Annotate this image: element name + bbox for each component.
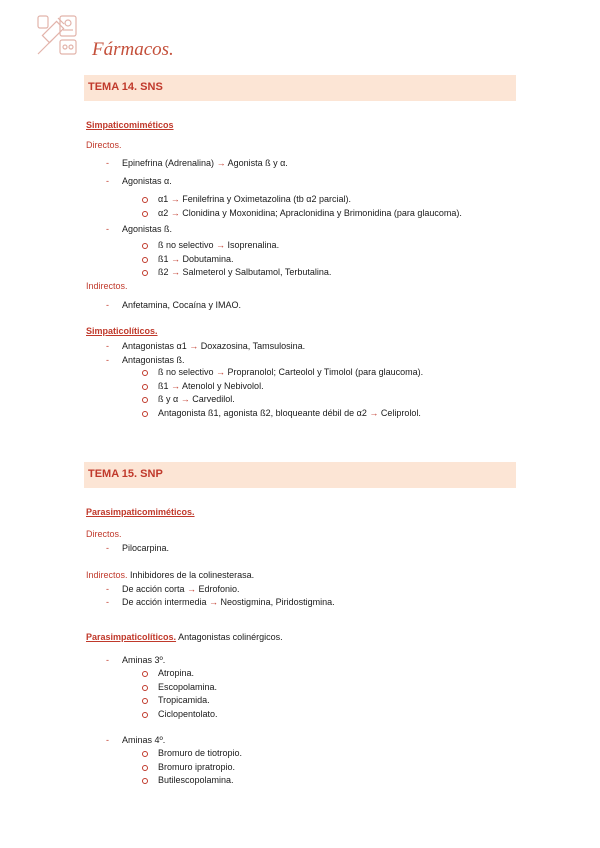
indirectos-label: Indirectos. [86,570,128,580]
subsection-heading-simpaticoliticos: Simpaticolíticos. [86,326,158,336]
list-item: ß2 → Salmeterol y Salbutamol, Terbutalina. [158,267,332,277]
section-title: TEMA 14. SNS [88,81,163,93]
list-item: Escopolamina. [158,682,218,692]
circle-bullet-icon [142,384,148,390]
list-item: Epinefrina (Adrenalina) → Agonista ß y α. [122,158,288,168]
circle-bullet-icon [142,197,148,203]
arrow-icon: → [189,341,199,351]
list-item: Anfetamina, Cocaína y IMAO. [122,300,242,310]
list-item: ß no selectivo → Propranolol; Carteolol y Timolol (para glaucoma). [158,367,424,377]
dash-bullet: - [106,341,109,351]
circle-bullet-icon [142,243,148,249]
arrow-icon: → [170,208,180,218]
indirectos-text: Inhibidores de la colinesterasa. [130,570,255,580]
directos-label: Directos. [86,140,122,150]
subsection-heading-simpaticomimeticos: Simpaticomiméticos [86,120,174,130]
list-item: Antagonistas ß. [122,355,185,365]
directos-label: Directos. [86,529,122,539]
section-header-tema14 [84,75,516,101]
arrow-icon: → [171,267,181,277]
indirectos-label: Indirectos. [86,281,128,291]
list-item: ß y α → Carvedilol. [158,394,235,404]
circle-bullet-icon [142,211,148,217]
circle-bullet-icon [142,685,148,691]
list-item: Antagonista ß1, agonista ß2, bloqueante débil de α2 → Celiprolol. [158,408,421,418]
section-header-tema15 [84,462,516,488]
circle-bullet-icon [142,698,148,704]
list-item: De acción intermedia → Neostigmina, Piridostigmina. [122,597,335,607]
circle-bullet-icon [142,411,148,417]
list-item: Agonistas ß. [122,224,173,234]
circle-bullet-icon [142,671,148,677]
list-item: Aminas 3º. [122,655,166,665]
subsection-heading-parasimpaticomimeticos: Parasimpaticomiméticos. [86,507,195,517]
dash-bullet: - [106,176,109,186]
list-item: Ciclopentolato. [158,709,218,719]
arrow-icon: → [369,408,379,418]
dash-bullet: - [106,224,109,234]
list-item: De acción corta → Edrofonio. [122,584,240,594]
arrow-icon: → [171,381,181,391]
list-item: ß no selectivo → Isoprenalina. [158,240,280,250]
circle-bullet-icon [142,765,148,771]
document-title: Fármacos. [92,39,174,60]
list-item: Bromuro de tiotropio. [158,748,243,758]
dash-bullet: - [106,543,109,553]
dash-bullet: - [106,597,109,607]
circle-bullet-icon [142,397,148,403]
list-item: Aminas 4º. [122,735,166,745]
circle-bullet-icon [142,712,148,718]
list-item: Tropicamida. [158,695,210,705]
arrow-icon: → [216,158,226,168]
list-item: Pilocarpina. [122,543,170,553]
circle-bullet-icon [142,270,148,276]
list-item: ß1 → Dobutamina. [158,254,234,264]
list-item: α1 → Fenilefrina y Oximetazolina (tb α2 parcial). [158,194,351,204]
dash-bullet: - [106,735,109,745]
indirectos-line [86,570,254,581]
circle-bullet-icon [142,751,148,757]
arrow-icon: → [216,240,226,250]
arrow-icon: → [216,367,226,377]
dash-bullet: - [106,655,109,665]
arrow-icon: → [170,194,180,204]
pharmacy-logo-icon [34,12,80,58]
list-item: α2 → Clonidina y Moxonidina; Apraclonidina y Brimonidina (para glaucoma). [158,208,462,218]
list-item: Atropina. [158,668,195,678]
arrow-icon: → [187,584,197,594]
subsection-text: Antagonistas colinérgicos. [178,632,283,642]
list-item: Bromuro ipratropio. [158,762,236,772]
list-item: Butilescopolamina. [158,775,234,785]
list-item: ß1 → Atenolol y Nebivolol. [158,381,264,391]
list-item: Antagonistas α1 → Doxazosina, Tamsulosina. [122,341,306,351]
arrow-icon: → [209,597,219,607]
dash-bullet: - [106,584,109,594]
circle-bullet-icon [142,778,148,784]
circle-bullet-icon [142,370,148,376]
section-title: TEMA 15. SNP [88,468,163,480]
circle-bullet-icon [142,257,148,263]
arrow-icon: → [171,254,181,264]
dash-bullet: - [106,158,109,168]
subsection-heading-parasimpaticoliticos: Parasimpaticolíticos. [86,632,177,642]
dash-bullet: - [106,355,109,365]
parasimpaticoliticos-line [86,632,283,643]
dash-bullet: - [106,300,109,310]
list-item: Agonistas α. [122,176,172,186]
arrow-icon: → [180,394,190,404]
